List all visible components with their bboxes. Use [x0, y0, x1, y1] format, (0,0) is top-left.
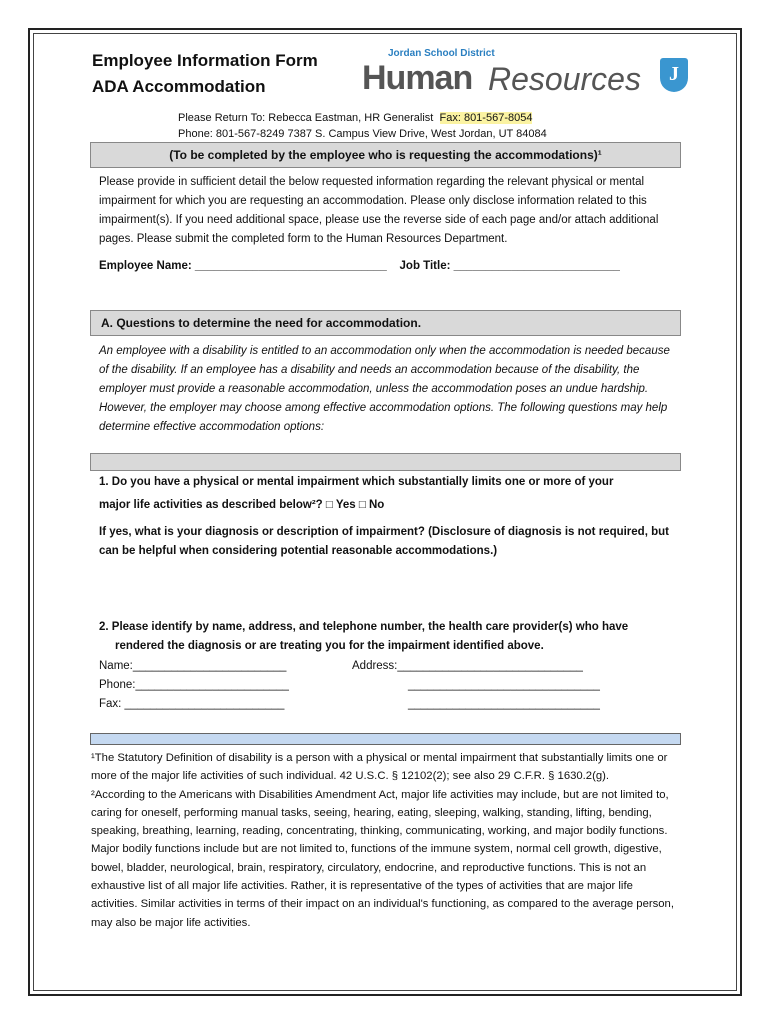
q1-followup: If yes, what is your diagnosis or description of impairment? (Disclosure of diagnosis is not required, but can be helpful when considering potential reasonable accommodations.)	[99, 526, 669, 557]
return-info	[178, 110, 547, 142]
hr-logo	[360, 48, 690, 102]
employee-name-field[interactable]: Employee Name: ______________________________	[99, 260, 387, 272]
section-a-text: An employee with a disability is entitled to an accommodation only when the accommodation is needed because of the disability. If an employee has a disability and needs an accommodation because of the disability, the employer must provide a reasonable accommodation, unless the accommodation poses an undue hardship. However, the employer may choose among effective accommodation options. The following questions may help determine effective accommodation options:	[99, 345, 670, 433]
provider-address-line-2[interactable]: ______________________________	[408, 679, 600, 691]
footnote-2: ²According to the Americans with Disabilities Amendment Act, major life activities may include, but are not limited to, caring for oneself, performing manual tasks, seeing, hearing, eating, sleeping, walking, standing, lifting, bending, speaking, breathing, learning, reading, concentrating, thinking, communicating, working, and major bodily functions. Major bodily functions include but are not limited to, functions of the immune system, normal cell growth, digestive, bowel, bladder, neurological, brain, respiratory, circulatory, endocrine, and reproductive functions. This is not an exhaustive list of all major life activities. Rather, it is representative of the types of activities that are major life activities. Similar activities in terms of their impact on an individual's functioning, as compared to the average person, may also be major life activities.	[91, 788, 674, 929]
footnotes	[91, 749, 681, 932]
employee-info-row	[99, 257, 674, 276]
provider-address-line-3[interactable]: ______________________________	[408, 698, 600, 710]
question-2: 2. Please identify by name, address, and telephone number, the health care provider(s) who have rendered the diagnosis or are treating you for the impairment identified above.	[99, 621, 629, 652]
footnote-1: ¹The Statutory Definition of disability is a person with a physical or mental impairment that substantially limits one or more of the major life activities of such individual. 42 U.S.C. § 12102(2); see also 29 C.F.R. § 1630.2(g).	[91, 752, 668, 783]
form-title	[92, 48, 318, 100]
provider-fax-field[interactable]: Fax: _________________________	[99, 698, 285, 710]
job-title-field[interactable]: Job Title: __________________________	[399, 260, 620, 272]
fax-number: Fax: 801-567-8054	[439, 112, 533, 124]
section-divider-bar	[90, 453, 681, 471]
logo-human: Human	[362, 59, 473, 97]
provider-name-field[interactable]: Name:________________________	[99, 660, 287, 672]
provider-address-field[interactable]: Address:_____________________________	[352, 660, 583, 672]
banner: (To be completed by the employee who is requesting the accommodations)¹	[90, 142, 681, 168]
return-to: Please Return To: Rebecca Eastman, HR Generalist	[178, 112, 434, 124]
title-line-2: ADA Accommodation	[92, 77, 266, 96]
provider-phone-field[interactable]: Phone:________________________	[99, 679, 289, 691]
shield-icon: J	[660, 58, 688, 92]
provider-fields	[99, 657, 674, 714]
intro-text: Please provide in sufficient detail the below requested information regarding the relevant physical or mental impairment for which you are requesting an accommodation. Please only disclose information related to this impairment(s). If you need additional space, please use the reverse side of each page and/or attach additional pages. Please submit the completed form to the Human Resources Department.	[99, 176, 659, 245]
logo-resources: Resources	[488, 61, 641, 97]
intro-block	[99, 173, 674, 276]
phone-address: Phone: 801-567-8249 7387 S. Campus View Drive, West Jordan, UT 84084	[178, 128, 547, 140]
logo-district: Jordan School District	[388, 48, 495, 59]
section-a-header: A. Questions to determine the need for accommodation.	[90, 310, 681, 336]
q1-line-1: 1. Do you have a physical or mental impairment which substantially limits one or more of your	[99, 476, 614, 488]
title-line-1: Employee Information Form	[92, 51, 318, 70]
question-1	[99, 473, 674, 561]
footnote-divider-bar	[90, 733, 681, 745]
q1-yes-no[interactable]: major life activities as described below²? □ Yes □ No	[99, 499, 385, 511]
